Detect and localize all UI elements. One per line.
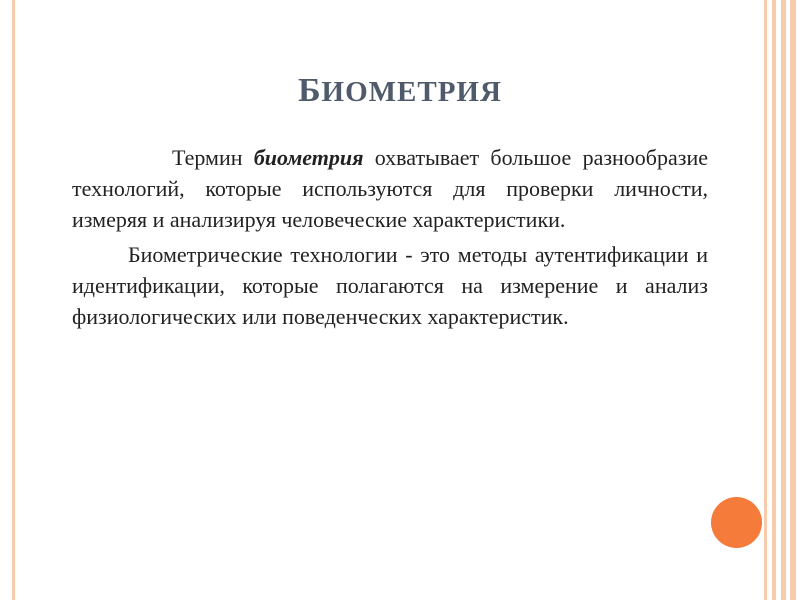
slide-title-rest: ИОМЕТРИЯ bbox=[321, 76, 502, 108]
slide-title bbox=[0, 72, 800, 110]
decorative-circle bbox=[711, 497, 762, 548]
paragraph-text: Термин bbox=[172, 145, 254, 170]
emphasized-term: биометрия bbox=[253, 145, 364, 170]
paragraph-definition bbox=[72, 142, 708, 235]
slide-title-first-letter: Б bbox=[298, 72, 322, 109]
paragraph-technologies: Биометрические технологии - это методы аутентификации и идентификации, которые полагаются на измерение и анализ физиологических или поведенческих характеристик. bbox=[72, 242, 708, 329]
slide-body bbox=[72, 142, 708, 332]
paragraph-text: охватывает большое разнообразие технологий, которые используются для проверки личности, измеряя и анализируя человеческие характеристики. bbox=[72, 145, 708, 232]
